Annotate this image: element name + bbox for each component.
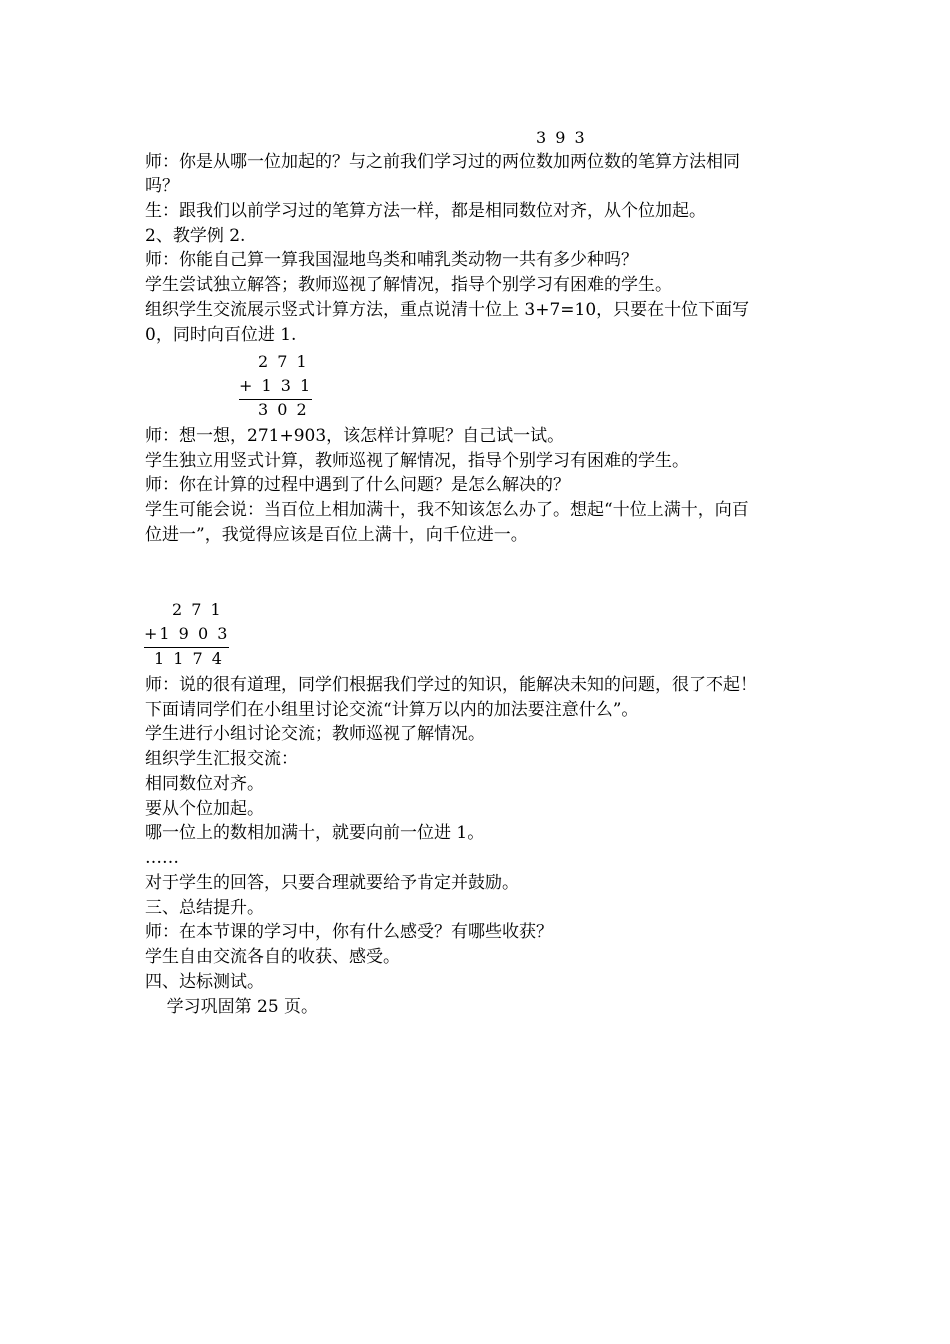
text-line: 位进一”，我觉得应该是百位上满十，向千位进一。 [145, 525, 528, 545]
text-line: 2、教学例 2. [145, 226, 246, 246]
calc2-result: 1 1 7 4 [154, 649, 224, 668]
calc1-top: 2 7 1 [258, 352, 309, 371]
text-line: 0，同时向百位进 1. [145, 325, 297, 345]
text-line: 学生自由交流各自的收获、感受。 [145, 947, 400, 967]
text-line: 吗？ [145, 176, 179, 196]
text-line: 学习巩固第 25 页。 [145, 997, 319, 1017]
text-line: 学生可能会说：当百位上相加满十，我不知该怎么办了。想起“十位上满十，向百 [145, 500, 749, 520]
text-line: 师：你能自己算一算我国湿地鸟类和哺乳类动物一共有多少种吗？ [145, 250, 638, 270]
text-line: 学生独立用竖式计算，教师巡视了解情况，指导个别学习有困难的学生。 [145, 451, 689, 471]
text-line: 组织学生交流展示竖式计算方法，重点说清十位上 3+7=10，只要在十位下面写 [145, 300, 750, 320]
text-line: 师：你是从哪一位加起的？与之前我们学习过的两位数加两位数的笔算方法相同 [145, 152, 740, 172]
calc1-result: 3 0 2 [258, 400, 309, 419]
text-line: 哪一位上的数相加满十，就要向前一位进 1。 [145, 823, 485, 843]
text-line: 三、总结提升。 [145, 898, 264, 918]
text-line: 四、达标测试。 [145, 972, 264, 992]
text-line: 师：在本节课的学习中，你有什么感受？有哪些收获？ [145, 922, 553, 942]
calc1-addend: + 1 3 1 [239, 374, 312, 400]
text-line: 对于学生的回答，只要合理就要给予肯定并鼓励。 [145, 873, 519, 893]
text-line: 学生尝试独立解答；教师巡视了解情况，指导个别学习有困难的学生。 [145, 275, 672, 295]
text-line: …… [145, 848, 179, 868]
calc2-addend: +1 9 0 3 [144, 622, 229, 648]
text-line: 相同数位对齐。 [145, 774, 264, 794]
top-result: 3 9 3 [536, 128, 587, 147]
text-line: 要从个位加起。 [145, 799, 264, 819]
text-line: 生：跟我们以前学习过的笔算方法一样，都是相同数位对齐，从个位加起。 [145, 201, 706, 221]
text-line: 学生进行小组讨论交流；教师巡视了解情况。 [145, 724, 485, 744]
calc2-top: 2 7 1 [172, 600, 223, 619]
text-line: 师：说的很有道理，同学们根据我们学过的知识，能解决未知的问题，很了不起！ [145, 675, 757, 695]
text-line: 组织学生汇报交流： [145, 749, 298, 769]
text-line: 师：想一想，271+903，该怎样计算呢？自己试一试。 [145, 426, 565, 446]
text-line: 下面请同学们在小组里讨论交流“计算万以内的加法要注意什么”。 [145, 700, 639, 720]
text-line: 师：你在计算的过程中遇到了什么问题？是怎么解决的？ [145, 475, 570, 495]
